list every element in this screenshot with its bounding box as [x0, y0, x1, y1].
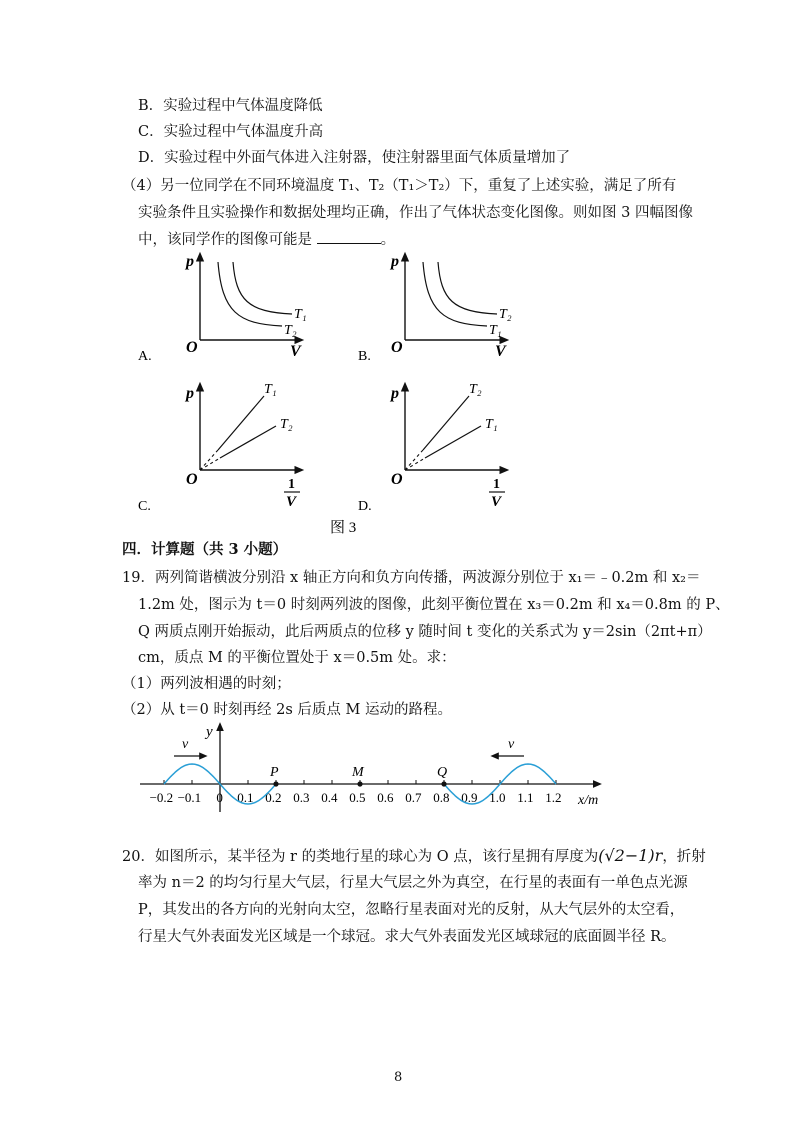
q20-line2: 率为 n＝2 的均匀行星大气层，行星大气层之外为真空，在行星的表面有一单色点光源	[138, 875, 688, 891]
figure-3-graphs	[130, 248, 550, 548]
axis-label-v: V	[491, 494, 502, 510]
tick-label: 0.9	[461, 790, 478, 805]
tick-label: 1.0	[489, 790, 506, 805]
curve-a-t2	[218, 262, 282, 326]
option-b: B．实验过程中气体温度降低	[138, 98, 323, 114]
axis-label-p: p	[391, 253, 399, 270]
q19-sub1: （1）两列波相遇的时刻；	[122, 676, 291, 692]
axis-label-v: V	[286, 494, 297, 510]
q4-line3-end: 。	[380, 232, 396, 248]
axis-label-p: p	[186, 385, 194, 402]
q20-line4: 行星大气外表面发光区域是一个球冠。求大气外表面发光区域球冠的底面圆半径 R。	[138, 929, 676, 945]
page-number: 8	[394, 1070, 403, 1085]
line-d-t1	[425, 426, 481, 458]
tick-label: 0.5	[349, 790, 366, 805]
label-t1: T₁	[485, 417, 498, 432]
tick-label: 1.2	[545, 790, 562, 805]
graph-d-label: D.	[358, 499, 372, 514]
q19-line2: 1.2m 处，图示为 t＝0 时刻两列波的图像，此刻平衡位置在 x₃＝0.2m 和 x₄＝0.8m 的 P、	[138, 597, 730, 613]
wave-figure	[130, 716, 610, 816]
tick-label: 0.4	[321, 790, 338, 805]
axis-label-p: p	[391, 385, 399, 402]
q4-line1: （4）另一位同学在不同环境温度 T₁、T₂（T₁＞T₂）下，重复了上述实验，满足了所有	[122, 178, 677, 194]
left-velocity-label: v	[182, 737, 189, 752]
label-m: M	[352, 765, 364, 780]
axis-label-one: 1	[288, 477, 295, 492]
q19-line4: cm，质点 M 的平衡位置处于 x＝0.5m 处。求：	[138, 650, 456, 666]
q20-line1	[122, 846, 706, 867]
q4-line3	[138, 229, 395, 250]
q20-formula: (√2−1)r	[598, 846, 663, 865]
tick-label: 0.3	[293, 790, 310, 805]
curve-a-t1	[233, 262, 292, 314]
q20-line1b: ，折射	[662, 849, 706, 865]
section-title: 四．计算题（共 3 小题）	[122, 541, 288, 558]
label-t1: T₁	[489, 323, 502, 338]
point-p	[273, 781, 278, 786]
point-q	[441, 781, 446, 786]
tick-label: 0	[216, 790, 223, 805]
q20-line1a: 20．如图所示，某半径为 r 的类地行星的球心为 O 点，该行星拥有厚度为	[122, 849, 599, 865]
q19-line1: 19．两列简谐横波分别沿 x 轴正方向和负方向传播，两波源分别位于 x₁＝﹣0.2m 和 x₂＝	[122, 570, 701, 586]
axis-label-p: p	[186, 253, 194, 270]
q4-line3-text: 中，该同学作的图像可能是	[138, 232, 312, 248]
right-velocity-label: v	[508, 737, 515, 752]
label-t1: T₁	[294, 307, 307, 322]
tick-label: −0.1	[177, 790, 202, 805]
answer-blank[interactable]	[317, 229, 381, 244]
option-d: D．实验过程中外面气体进入注射器，使注射器里面气体质量增加了	[138, 150, 571, 166]
tick-label: 0.1	[237, 790, 254, 805]
label-t2: T₂	[469, 382, 482, 397]
line-c-t2	[220, 426, 276, 458]
graph-c-label: C.	[138, 499, 151, 514]
q19-sub2: （2）从 t＝0 时刻再经 2s 后质点 M 运动的路程。	[122, 702, 452, 718]
label-t1: T₁	[264, 382, 277, 397]
origin-label: O	[186, 471, 198, 488]
tick-label: 0.6	[377, 790, 394, 805]
label-t2: T₂	[280, 417, 293, 432]
label-p: P	[270, 765, 279, 780]
origin-label: O	[391, 471, 403, 488]
graph-c	[138, 382, 300, 514]
tick-label: 1.1	[517, 790, 534, 805]
q4-line2: 实验条件且实验操作和数据处理均正确，作出了气体状态变化图像。则如图 3 四幅图像	[138, 205, 693, 221]
q19-line3: Q 两质点刚开始振动，此后两质点的位移 y 随时间 t 变化的关系式为 y＝2sin（2πt+π）	[138, 624, 712, 640]
point-m	[357, 781, 362, 786]
axis-label-v: V	[495, 343, 506, 360]
option-c: C．实验过程中气体温度升高	[138, 124, 324, 140]
figure-caption: 图 3	[330, 520, 357, 536]
axis-label-one: 1	[493, 477, 500, 492]
y-axis-label: y	[206, 724, 213, 740]
tick-label: −0.2	[149, 790, 174, 805]
axis-label-v: V	[290, 343, 301, 360]
graph-b	[358, 253, 512, 364]
origin-label: O	[391, 339, 403, 356]
tick-label: 0.7	[405, 790, 422, 805]
graph-d	[358, 382, 505, 514]
graph-a	[138, 253, 307, 364]
graph-a-label: A.	[138, 349, 152, 364]
origin-label: O	[186, 339, 198, 356]
line-c-t1	[218, 396, 264, 450]
curve-b-t2	[438, 262, 497, 314]
x-axis-label: x/m	[578, 793, 599, 808]
q20-line3: P，其发出的各方向的光射向太空，忽略行星表面对光的反射，从大气层外的太空看，	[138, 902, 685, 918]
tick-labels	[150, 790, 562, 805]
tick-label: 0.2	[265, 790, 282, 805]
graph-b-label: B.	[358, 349, 371, 364]
tick-label: 0.8	[433, 790, 450, 805]
curve-b-t1	[423, 262, 487, 326]
label-t2: T₂	[284, 323, 297, 338]
label-q: Q	[437, 765, 448, 780]
label-t2: T₂	[499, 307, 512, 322]
line-d-t2	[423, 396, 469, 450]
